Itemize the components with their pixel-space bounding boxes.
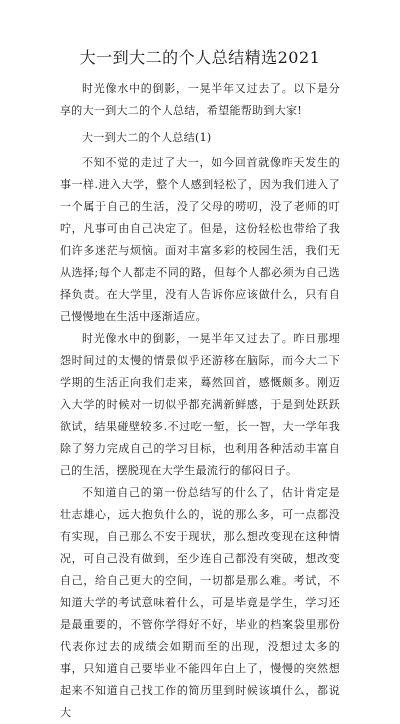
section-subtitle: 大一到大二的个人总结(1) bbox=[82, 131, 212, 144]
body-paragraph: 时光像水中的倒影，一晃半年又过去了。昨日那埋怨时间过的太慢的情景似乎还游移在脑际，而今大二下学期的生活正向我们走来，蓦然回首，感慨颇多。刚迈入大学的时候对一切似乎都充满新鲜感，于是到处跃跃欲试，结果碰壁较多.不过吃一堑，长一智，大一学年我除了努力完成自己的学习目标，也利用各种活动丰富自己的生活，摆脱现在大学生最流行的郁闷日子。 bbox=[60, 332, 340, 477]
intro-paragraph: 时光像水中的倒影，一晃半年又过去了。以下是分享的大一到大二的个人总结，希望能帮助到大家! bbox=[60, 82, 340, 117]
body-paragraph: 不知不觉的走过了大一，如今回首就像昨天发生的事一样.进入大学，整个人感到轻松了，因为我们进入了一个属于自己的生活，没了父母的唠叨，没了老师的叮咛，凡事可由自己决定了。但是，这份轻松也带给了我们许多迷茫与烦恼。面对丰富多彩的校园生活，我们无从选择;每个人都走不同的路，但每个人都必须为自己选择负责。在大学里，没有人告诉你应该做什么，只有自己慢慢地在生活中逐渐适应。 bbox=[60, 156, 340, 323]
body-paragraph: 不知道自己的第一份总结写的什么了，估计肯定是壮志雄心，远大抱负什么的，说的那么多，可一点都没有实现，自己那么不安于现状，那么想改变现在这种情况，可自己没有做到，至少连自己都没有突破，想改变自己，给自己更大的空间，一切都是那么难。考试，不知道大学的考试意味着什么，可是毕竟是学生，学习还是最重要的，不管你学得好不好，毕业的档案袋里那份代表你过去的成绩会如期而至的出现，没想过太多的事，只知道自己要毕业不能四年白上了，慢慢的突然想起来不知道自己找工作的简历里到时候该填什么，都说大 bbox=[60, 486, 340, 719]
document-title: 大一到大二的个人总结精选2021 bbox=[79, 48, 321, 67]
